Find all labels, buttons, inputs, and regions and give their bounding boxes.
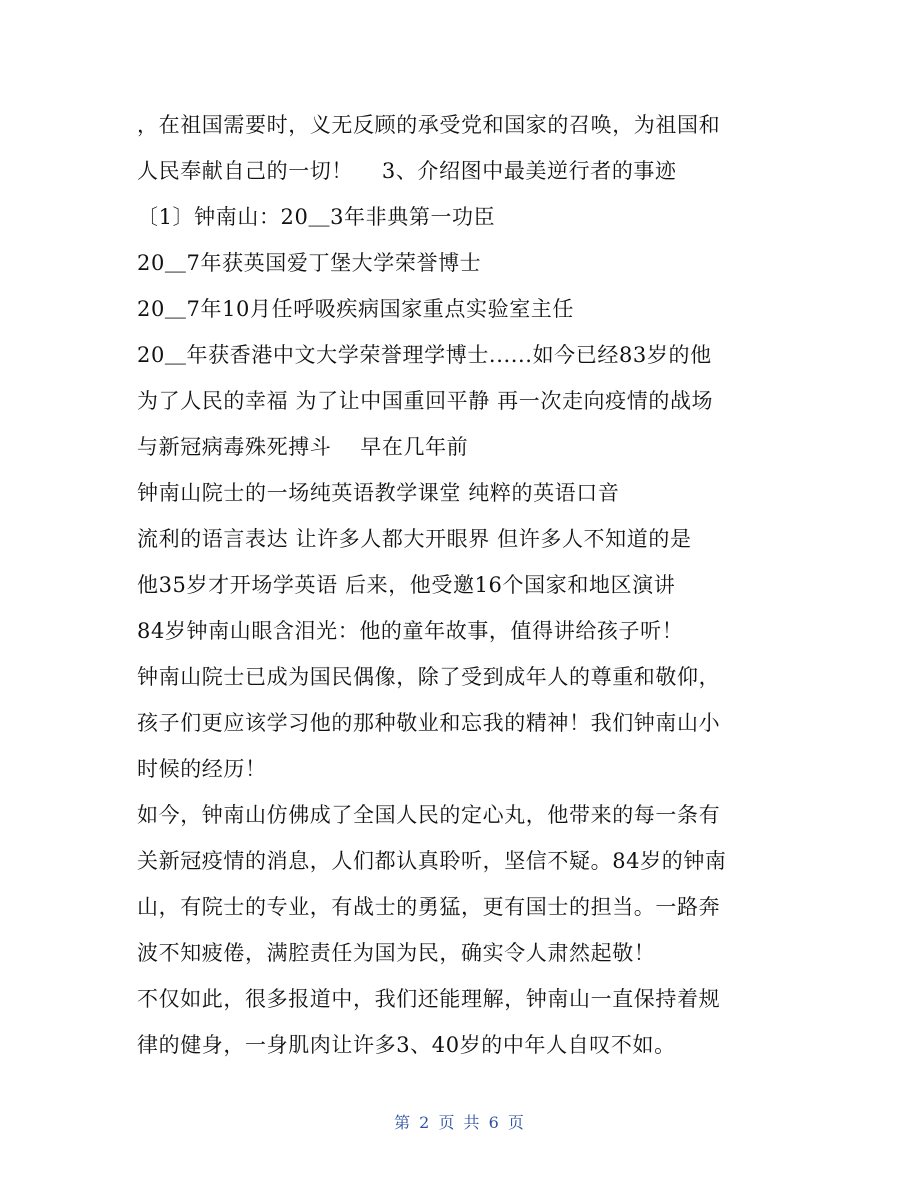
text-line: 不仅如此，很多报道中，我们还能理解，钟南山一直保持着规 bbox=[137, 987, 721, 1011]
text-line: 20＿年获香港中文大学荣誉理学博士......如今已经83岁的他 bbox=[137, 343, 712, 367]
text-line: 为了人民的幸福 为了让中国重回平静 再一次走向疫情的战场 bbox=[137, 389, 714, 413]
text-line: 〔1〕钟南山：20＿3年非典第一功臣 bbox=[137, 205, 496, 229]
text-line: 波不知疲倦，满腔责任为国为民，确实令人肃然起敬！ bbox=[137, 941, 656, 965]
text-line: 律的健身，一身肌肉让许多3、40岁的中年人自叹不如。 bbox=[137, 1033, 676, 1057]
page-number-footer: 第 2 页 共 6 页 bbox=[394, 1113, 526, 1132]
text-line: 84岁钟南山眼含泪光：他的童年故事，值得讲给孩子听！ bbox=[137, 619, 684, 643]
text-line: 人民奉献自己的一切！ 3、介绍图中最美逆行者的事迹 bbox=[137, 159, 677, 183]
text-line: 流利的语言表达 让许多人都大开眼界 但许多人不知道的是 bbox=[137, 527, 692, 551]
text-line: 与新冠病毒殊死搏斗 早在几年前 bbox=[137, 435, 469, 459]
body-text bbox=[137, 102, 797, 1068]
text-line: 山，有院士的专业，有战士的勇猛，更有国士的担当。一路奔 bbox=[137, 895, 721, 919]
text-line: 20＿7年获英国爱丁堡大学荣誉博士 bbox=[137, 251, 482, 275]
text-line: 他35岁才开场学英语 后来，他受邀16个国家和地区演讲 bbox=[137, 573, 676, 597]
text-line: 20＿7年10月任呼吸疾病国家重点实验室主任 bbox=[137, 297, 575, 321]
text-line: ，在祖国需要时，义无反顾的承受党和国家的召唤，为祖国和 bbox=[137, 113, 721, 137]
text-line: 孩子们更应该学习他的那种敬业和忘我的精神！我们钟南山小 bbox=[137, 711, 721, 735]
text-line: 如今，钟南山仿佛成了全国人民的定心丸，他带来的每一条有 bbox=[137, 803, 721, 827]
text-line: 关新冠疫情的消息，人们都认真聆听，坚信不疑。84岁的钟南 bbox=[137, 849, 727, 873]
text-line: 钟南山院士已成为国民偶像，除了受到成年人的尊重和敬仰， bbox=[137, 665, 721, 689]
text-line: 钟南山院士的一场纯英语教学课堂 纯粹的英语口音 bbox=[137, 481, 620, 505]
text-line: 时候的经历！ bbox=[137, 757, 267, 781]
